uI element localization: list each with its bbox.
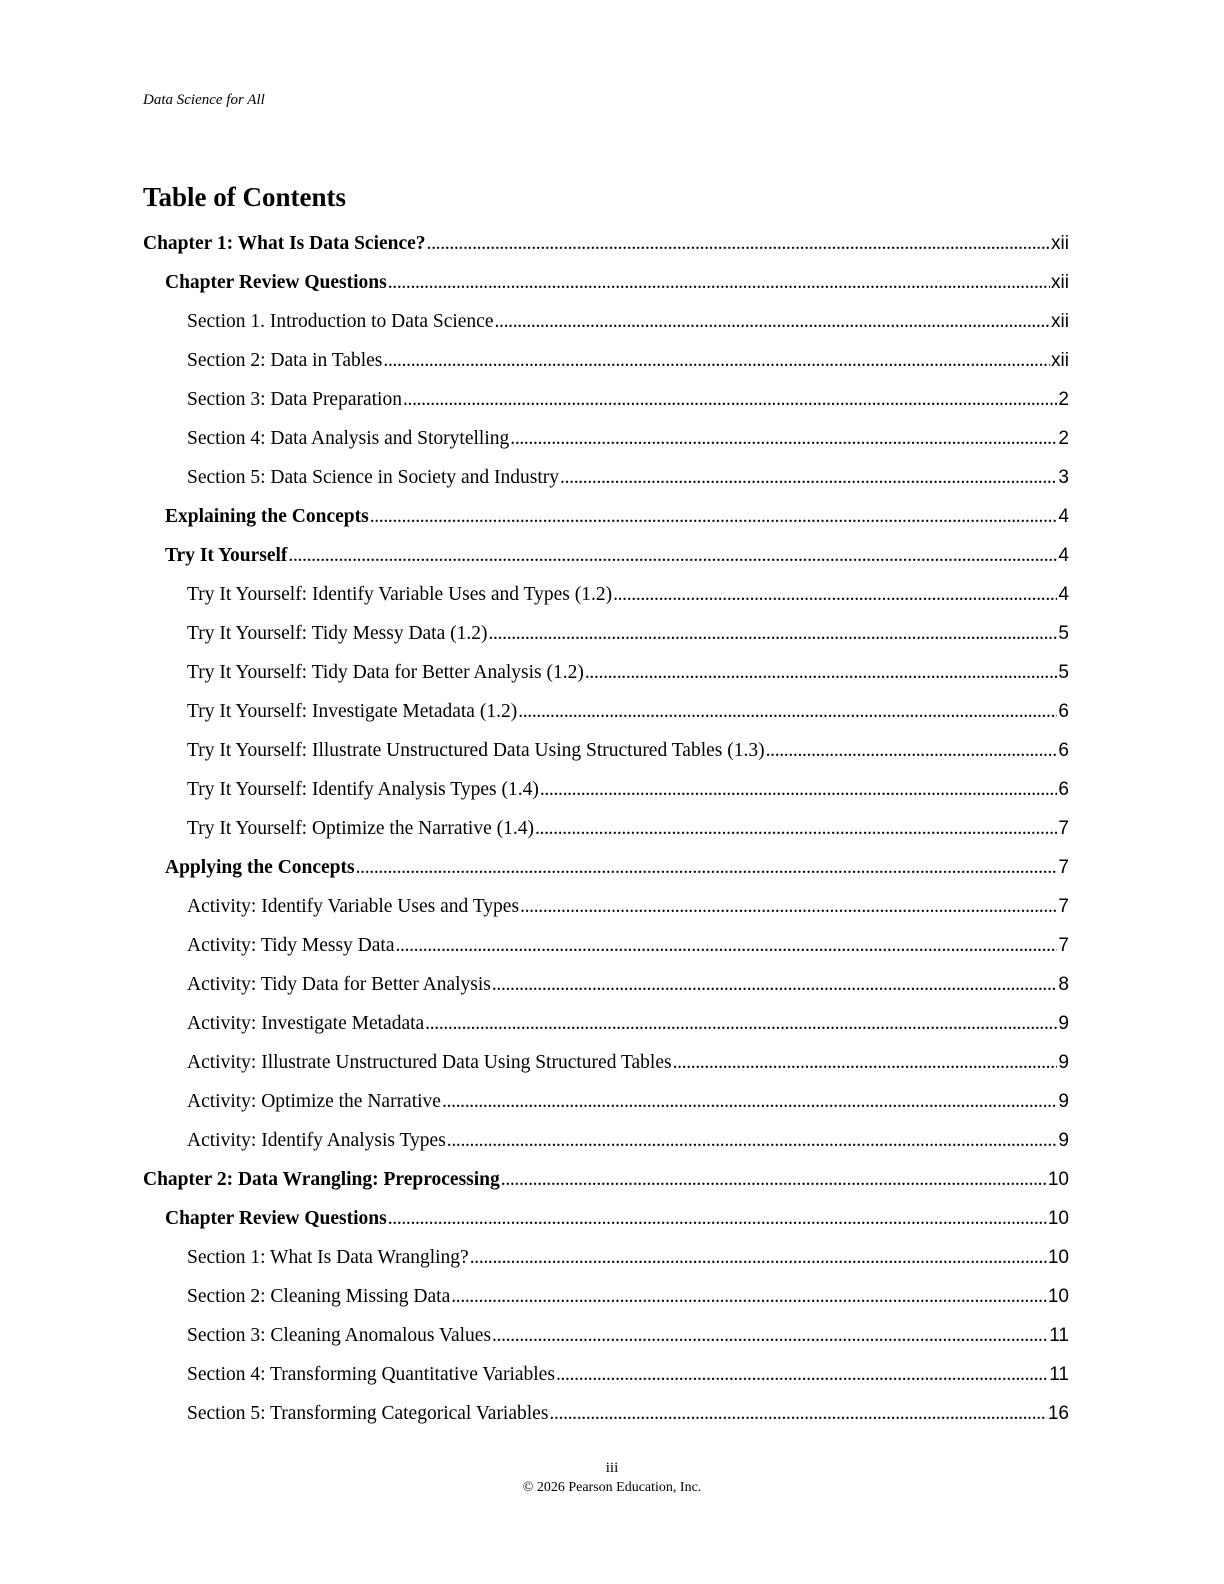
toc-entry-label: Chapter Review Questions bbox=[165, 272, 387, 293]
dot-leader bbox=[556, 1361, 1048, 1389]
dot-leader bbox=[427, 230, 1050, 258]
toc-entry-page: 4 bbox=[1058, 545, 1069, 566]
toc-entry-page: 10 bbox=[1047, 1247, 1069, 1268]
toc-entry-page: 7 bbox=[1058, 935, 1069, 956]
dot-leader bbox=[766, 737, 1058, 765]
toc-entry-page: 8 bbox=[1058, 974, 1069, 995]
toc-entry[interactable] bbox=[143, 230, 1069, 269]
toc-entry-label: Activity: Identify Analysis Types bbox=[187, 1130, 446, 1151]
toc-entry[interactable] bbox=[143, 1127, 1069, 1166]
toc-entry[interactable] bbox=[143, 698, 1069, 737]
toc-entry-page: xii bbox=[1051, 350, 1069, 371]
toc-entry-label: Section 4: Data Analysis and Storytelling bbox=[187, 428, 510, 449]
toc-entry[interactable] bbox=[143, 737, 1069, 776]
toc-entry-label: Chapter Review Questions bbox=[165, 1208, 387, 1229]
toc-entry-page: 10 bbox=[1047, 1286, 1069, 1307]
table-of-contents bbox=[143, 230, 1069, 1439]
toc-entry[interactable] bbox=[143, 1205, 1069, 1244]
dot-leader bbox=[442, 1088, 1057, 1116]
toc-entry-label: Activity: Tidy Messy Data bbox=[187, 935, 395, 956]
toc-entry-label: Section 5: Transforming Categorical Variables bbox=[187, 1403, 549, 1424]
toc-entry[interactable] bbox=[143, 1283, 1069, 1322]
toc-entry[interactable] bbox=[143, 932, 1069, 971]
dot-leader bbox=[495, 308, 1051, 336]
toc-entry[interactable] bbox=[143, 815, 1069, 854]
dot-leader bbox=[510, 425, 1057, 453]
toc-entry-page: 7 bbox=[1058, 857, 1069, 878]
toc-entry-label: Try It Yourself: Tidy Messy Data (1.2) bbox=[187, 623, 488, 644]
dot-leader bbox=[501, 1166, 1047, 1194]
toc-entry-label: Activity: Identify Variable Uses and Types bbox=[187, 896, 520, 917]
running-header: Data Science for All bbox=[143, 92, 265, 108]
toc-entry[interactable] bbox=[143, 347, 1069, 386]
toc-entry-label: Activity: Illustrate Unstructured Data Using Structured Tables bbox=[187, 1052, 672, 1073]
dot-leader bbox=[447, 1127, 1058, 1155]
dot-leader bbox=[518, 698, 1057, 726]
dot-leader bbox=[288, 542, 1057, 570]
toc-entry[interactable] bbox=[143, 542, 1069, 581]
toc-entry[interactable] bbox=[143, 308, 1069, 347]
dot-leader bbox=[673, 1049, 1058, 1077]
toc-entry-label: Section 2: Cleaning Missing Data bbox=[187, 1286, 451, 1307]
dot-leader bbox=[492, 1322, 1048, 1350]
toc-entry-page: 9 bbox=[1058, 1091, 1069, 1112]
toc-entry-page: 4 bbox=[1058, 584, 1069, 605]
toc-entry-page: 3 bbox=[1058, 467, 1069, 488]
toc-entry-label: Explaining the Concepts bbox=[165, 506, 369, 527]
toc-entry-label: Try It Yourself: Tidy Data for Better Analysis (1.2) bbox=[187, 662, 584, 683]
toc-entry-label: Section 4: Transforming Quantitative Variables bbox=[187, 1364, 555, 1385]
dot-leader bbox=[403, 386, 1057, 414]
toc-entry-page: 2 bbox=[1058, 428, 1069, 449]
toc-entry[interactable] bbox=[143, 893, 1069, 932]
toc-entry-label: Try It Yourself: Identify Analysis Types (1.4) bbox=[187, 779, 539, 800]
dot-leader bbox=[388, 269, 1050, 297]
dot-leader bbox=[395, 932, 1057, 960]
toc-entry[interactable] bbox=[143, 1088, 1069, 1127]
dot-leader bbox=[492, 971, 1058, 999]
toc-entry-page: xii bbox=[1051, 311, 1069, 332]
dot-leader bbox=[425, 1010, 1057, 1038]
toc-entry-page: 9 bbox=[1058, 1052, 1069, 1073]
dot-leader bbox=[370, 503, 1058, 531]
toc-entry[interactable] bbox=[143, 1361, 1069, 1400]
dot-leader bbox=[560, 464, 1057, 492]
toc-entry-label: Section 2: Data in Tables bbox=[187, 350, 383, 371]
toc-entry-label: Activity: Investigate Metadata bbox=[187, 1013, 425, 1034]
dot-leader bbox=[585, 659, 1058, 687]
toc-entry-page: 6 bbox=[1058, 779, 1069, 800]
dot-leader bbox=[388, 1205, 1047, 1233]
toc-entry-page: 10 bbox=[1047, 1208, 1069, 1229]
dot-leader bbox=[613, 581, 1057, 609]
toc-entry[interactable] bbox=[143, 1010, 1069, 1049]
toc-entry-page: 10 bbox=[1047, 1169, 1069, 1190]
toc-entry-page: 6 bbox=[1058, 701, 1069, 722]
toc-entry-label: Section 5: Data Science in Society and Industry bbox=[187, 467, 560, 488]
dot-leader bbox=[356, 854, 1058, 882]
toc-entry-label: Try It Yourself: Investigate Metadata (1.2) bbox=[187, 701, 518, 722]
dot-leader bbox=[520, 893, 1057, 921]
toc-entry[interactable] bbox=[143, 1166, 1069, 1205]
toc-entry-page: 9 bbox=[1058, 1013, 1069, 1034]
dot-leader bbox=[383, 347, 1050, 375]
dot-leader bbox=[470, 1244, 1047, 1272]
toc-entry[interactable] bbox=[143, 659, 1069, 698]
toc-entry-label: Chapter 2: Data Wrangling: Preprocessing bbox=[143, 1169, 500, 1190]
toc-entry[interactable] bbox=[143, 971, 1069, 1010]
toc-entry[interactable] bbox=[143, 503, 1069, 542]
toc-entry-page: xii bbox=[1051, 233, 1069, 254]
dot-leader bbox=[535, 815, 1057, 843]
toc-entry-label: Applying the Concepts bbox=[165, 857, 355, 878]
toc-entry-page: 7 bbox=[1058, 896, 1069, 917]
toc-entry[interactable] bbox=[143, 1322, 1069, 1361]
toc-entry[interactable] bbox=[143, 464, 1069, 503]
toc-entry-page: 6 bbox=[1058, 740, 1069, 761]
toc-entry-page: xii bbox=[1051, 272, 1069, 293]
toc-entry[interactable] bbox=[143, 1400, 1069, 1439]
toc-entry-label: Section 3: Cleaning Anomalous Values bbox=[187, 1325, 492, 1346]
toc-entry-label: Try It Yourself: Identify Variable Uses and Types (1.2) bbox=[187, 584, 613, 605]
toc-entry-label: Try It Yourself: Illustrate Unstructured Data Using Structured Tables (1.3) bbox=[187, 740, 765, 761]
toc-entry[interactable] bbox=[143, 776, 1069, 815]
page-number: iii bbox=[605, 1460, 619, 1476]
toc-entry[interactable] bbox=[143, 425, 1069, 464]
toc-entry-page: 4 bbox=[1058, 506, 1069, 527]
page-title: Table of Contents bbox=[143, 182, 347, 212]
toc-entry-page: 11 bbox=[1049, 1364, 1069, 1385]
toc-entry[interactable] bbox=[143, 269, 1069, 308]
toc-entry-page: 5 bbox=[1058, 662, 1069, 683]
dot-leader bbox=[489, 620, 1058, 648]
toc-entry-label: Chapter 1: What Is Data Science? bbox=[143, 233, 426, 254]
toc-entry-label: Try It Yourself: Optimize the Narrative (1.4) bbox=[187, 818, 534, 839]
toc-entry-page: 5 bbox=[1058, 623, 1069, 644]
toc-entry-label: Try It Yourself bbox=[165, 545, 288, 566]
toc-entry[interactable] bbox=[143, 620, 1069, 659]
toc-entry-page: 11 bbox=[1049, 1325, 1069, 1346]
toc-entry-page: 7 bbox=[1058, 818, 1069, 839]
toc-entry[interactable] bbox=[143, 581, 1069, 620]
toc-entry-label: Section 1. Introduction to Data Science bbox=[187, 311, 494, 332]
toc-entry-label: Section 1: What Is Data Wrangling? bbox=[187, 1247, 469, 1268]
dot-leader bbox=[451, 1283, 1047, 1311]
toc-entry[interactable] bbox=[143, 854, 1069, 893]
toc-entry-page: 9 bbox=[1058, 1130, 1069, 1151]
toc-entry-label: Activity: Optimize the Narrative bbox=[187, 1091, 441, 1112]
toc-entry[interactable] bbox=[143, 1049, 1069, 1088]
toc-entry-page: 16 bbox=[1047, 1403, 1069, 1424]
dot-leader bbox=[540, 776, 1058, 804]
toc-entry-page: 2 bbox=[1058, 389, 1069, 410]
toc-entry-label: Activity: Tidy Data for Better Analysis bbox=[187, 974, 491, 995]
toc-entry[interactable] bbox=[143, 386, 1069, 425]
dot-leader bbox=[549, 1400, 1046, 1428]
toc-entry-label: Section 3: Data Preparation bbox=[187, 389, 402, 410]
copyright-notice: © 2026 Pearson Education, Inc. bbox=[522, 1480, 702, 1495]
toc-entry[interactable] bbox=[143, 1244, 1069, 1283]
